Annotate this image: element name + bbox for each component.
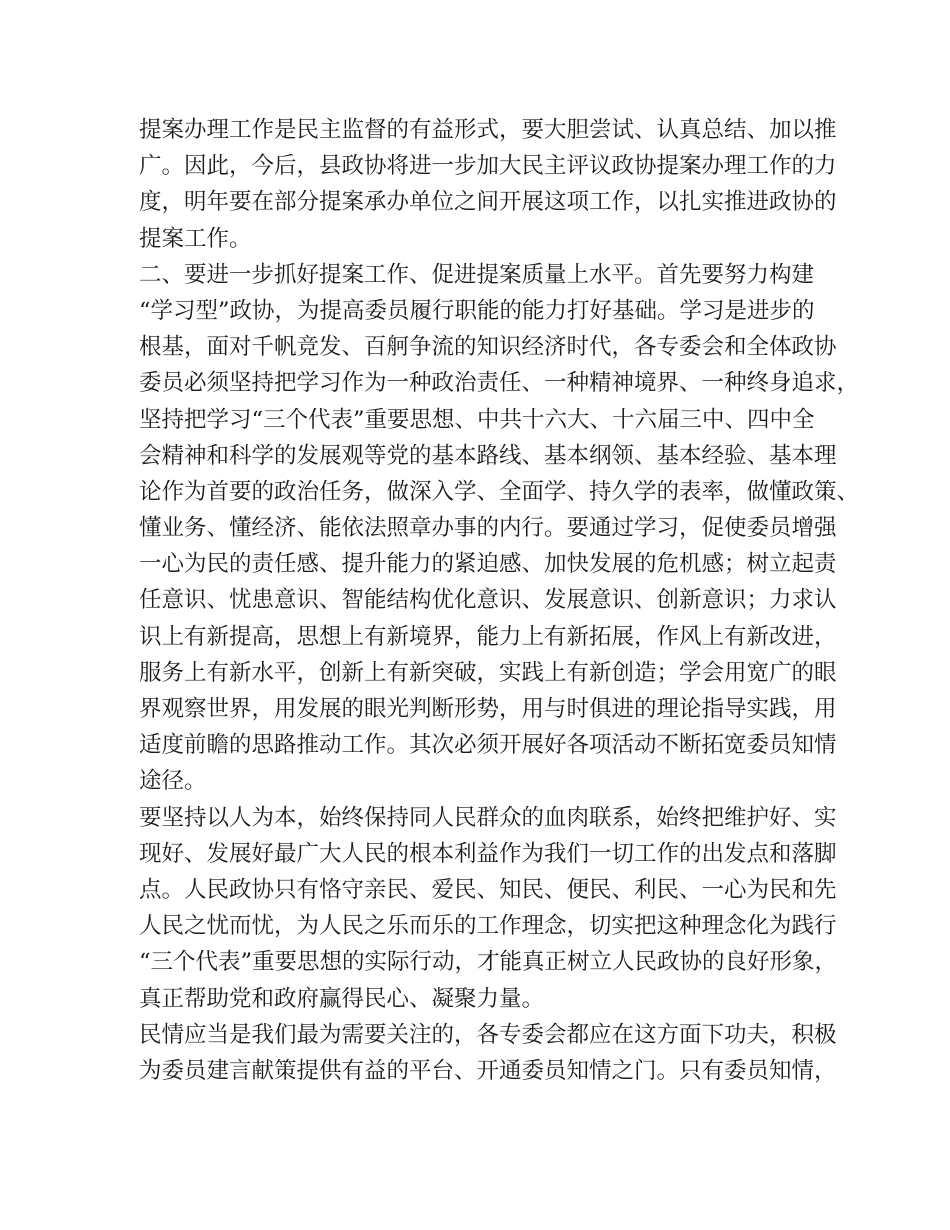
text-line: 民情应当是我们最为需要关注的，各专委会都应在这方面下功夫，积极 bbox=[139, 1021, 837, 1048]
text-line: 途径。 bbox=[139, 768, 207, 795]
text-line: 懂业务、懂经济、能依法照章办事的内行。要通过学习，促使委员增强 bbox=[139, 515, 837, 542]
body-text bbox=[139, 112, 860, 1089]
text-line: 论作为首要的政治任务，做深入学、全面学、持久学的表率，做懂政策、 bbox=[139, 478, 860, 505]
text-line: 识上有新提高，思想上有新境界，能力上有新拓展，作风上有新改进， bbox=[139, 623, 837, 650]
text-line: 适度前瞻的思路推动工作。其次必须开展好各项活动不断拓宽委员知情 bbox=[139, 732, 837, 759]
text-line: 真正帮助党和政府赢得民心、凝聚力量。 bbox=[139, 985, 545, 1012]
text-line: 提案工作。 bbox=[139, 225, 252, 252]
text-line: 服务上有新水平，创新上有新突破，实践上有新创造；学会用宽广的眼 bbox=[139, 659, 837, 686]
text-line: 一心为民的责任感、提升能力的紧迫感、加快发展的危机感；树立起责 bbox=[139, 551, 837, 578]
text-line: 坚持把学习“三个代表”重要思想、中共十六大、十六届三中、四中全 bbox=[139, 406, 815, 433]
text-line: 人民之忧而忧，为人民之乐而乐的工作理念，切实把这种理念化为践行 bbox=[139, 913, 837, 940]
text-line: 委员必须坚持把学习作为一种政治责任、一种精神境界、一种终身追求， bbox=[139, 370, 860, 397]
text-line: 要坚持以人为本，始终保持同人民群众的血肉联系，始终把维护好、实 bbox=[139, 804, 837, 831]
text-line: 为委员建言献策提供有益的平台、开通委员知情之门。只有委员知情， bbox=[139, 1057, 837, 1084]
text-line: “学习型”政协，为提高委员履行职能的能力打好基础。学习是进步的 bbox=[139, 297, 815, 324]
text-line: 现好、发展好最广大人民的根本利益作为我们一切工作的出发点和落脚 bbox=[139, 840, 837, 867]
text-line: “三个代表”重要思想的实际行动，才能真正树立人民政协的良好形象， bbox=[139, 949, 838, 976]
text-line: 根基，面对千帆竞发、百舸争流的知识经济时代，各专委会和全体政协 bbox=[139, 334, 837, 361]
text-line: 广。因此，今后，县政协将进一步加大民主评议政协提案办理工作的力 bbox=[139, 153, 837, 180]
text-line: 二、要进一步抓好提案工作、促进提案质量上水平。首先要努力构建 bbox=[139, 261, 815, 288]
text-line: 提案办理工作是民主监督的有益形式，要大胆尝试、认真总结、加以推 bbox=[139, 117, 837, 143]
text-line: 界观察世界，用发展的眼光判断形势，用与时俱进的理论指导实践，用 bbox=[139, 696, 837, 722]
text-line: 任意识、忧患意识、智能结构优化意识、发展意识、创新意识；力求认 bbox=[139, 587, 837, 614]
text-line: 会精神和科学的发展观等党的基本路线、基本纲领、基本经验、基本理 bbox=[139, 442, 837, 469]
text-line: 度，明年要在部分提案承办单位之间开展这项工作，以扎实推进政协的 bbox=[139, 189, 837, 216]
text-line: 点。人民政协只有恪守亲民、爱民、知民、便民、利民、一心为民和先 bbox=[139, 876, 837, 903]
